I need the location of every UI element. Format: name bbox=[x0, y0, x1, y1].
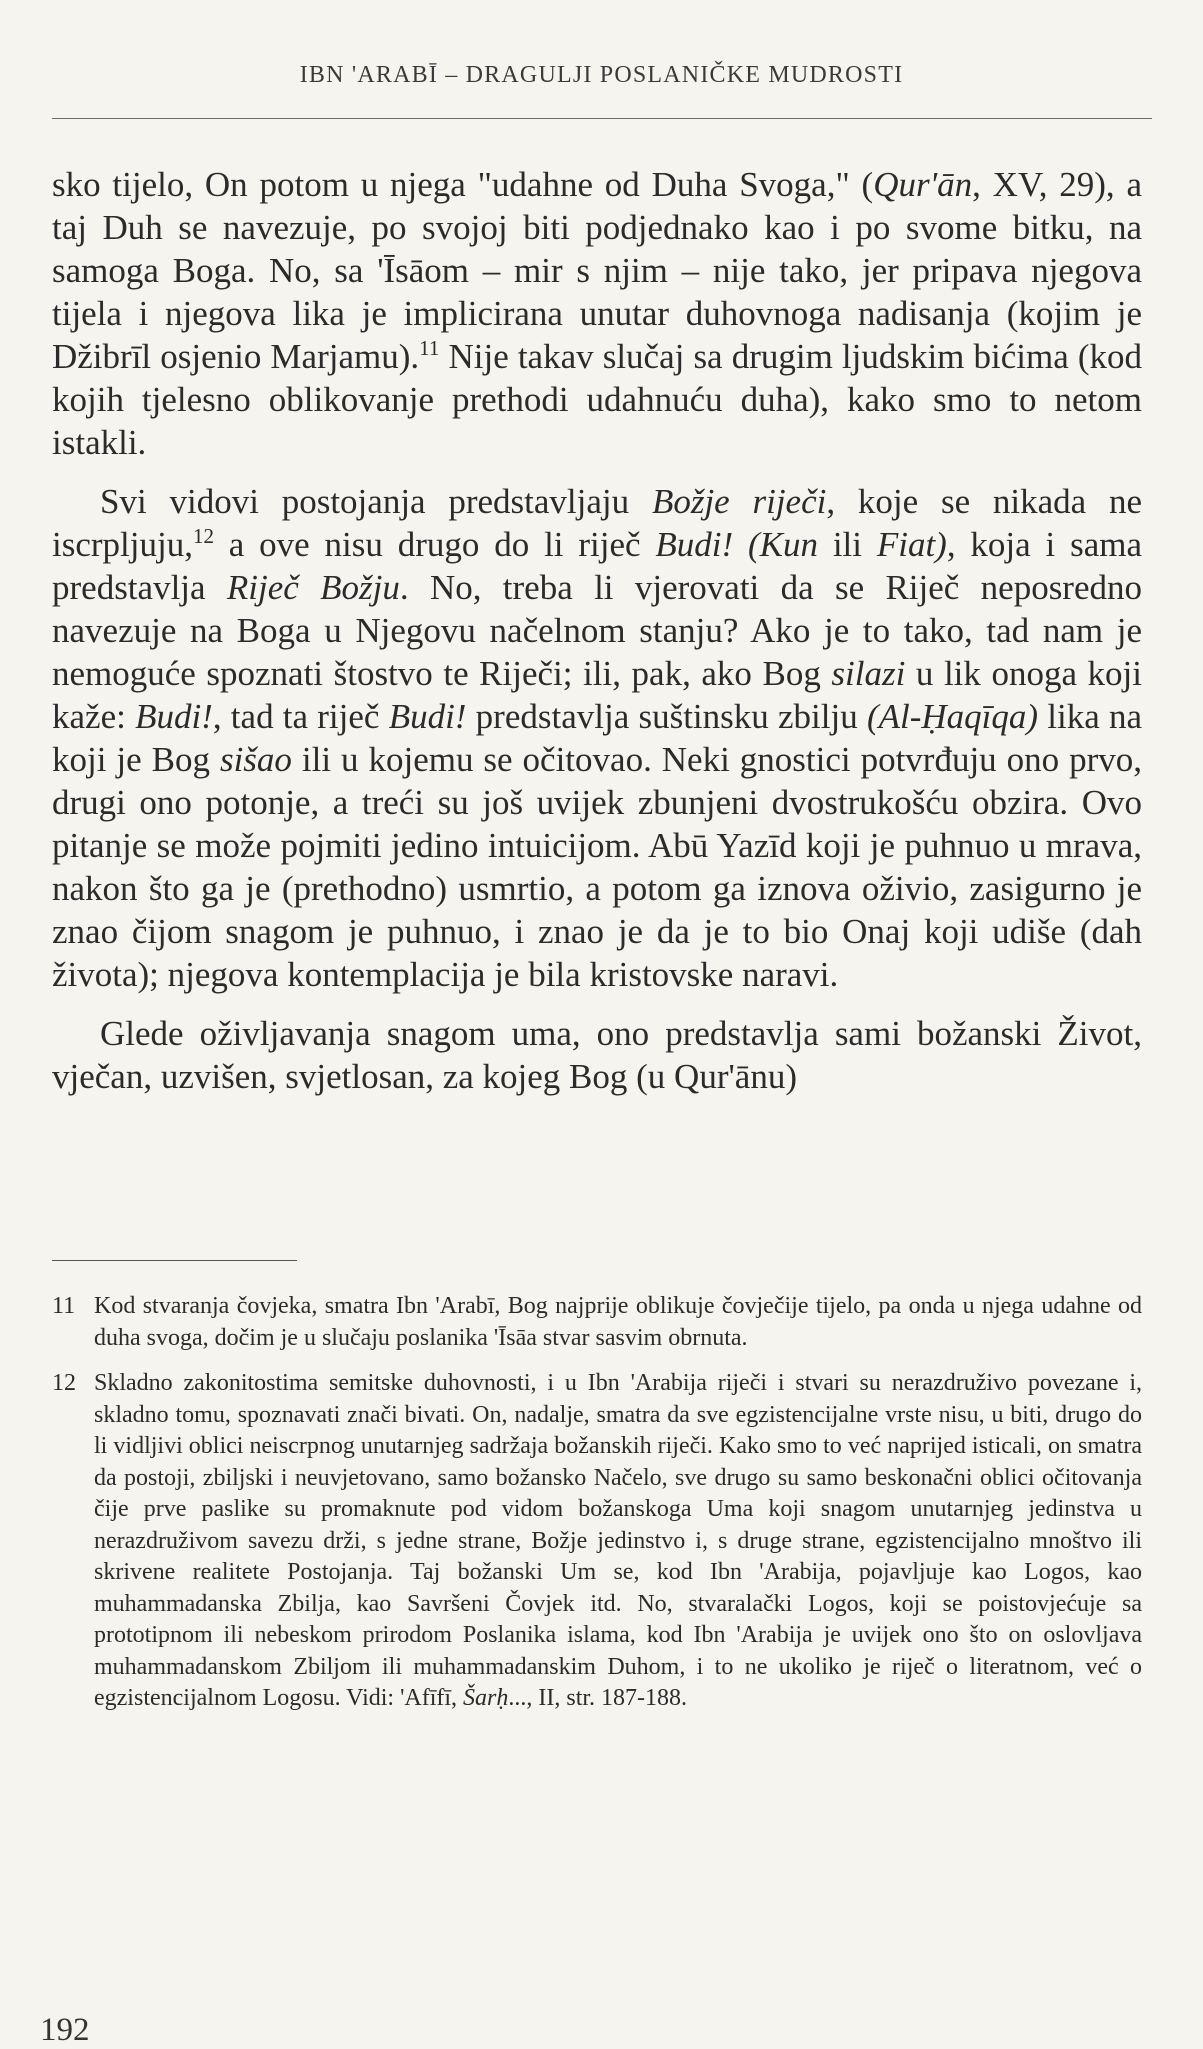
p2-italic-2: Budi! (Kun bbox=[655, 525, 818, 564]
page-number: 192 bbox=[40, 2012, 90, 2048]
p2-text-1: Svi vidovi postojanja predstavljaju bbox=[100, 482, 652, 521]
p1-text-3: Nije takav slučaj sa drugim ljudskim bićima (kod kojih tjelesno oblikovanje prethodi udahnuću duha), kako smo to netom istakli. bbox=[52, 337, 1142, 462]
p2-italic-1: Božje riječi bbox=[651, 482, 827, 521]
main-text bbox=[52, 163, 1142, 1098]
p2-text-3: a ove nisu drugo do li riječ bbox=[213, 525, 656, 564]
running-header: IBN 'ARABĪ – DRAGULJI POSLANIČKE MUDROSTI bbox=[299, 62, 904, 88]
footnote-11 bbox=[52, 1291, 1142, 1354]
fn12-text-1: Skladno zakonitostima semitske duhovnosti, i u Ibn 'Arabija riječi i stvari su nerazdruživo povezane i, skladno tomu, spoznavati znači bivati. On, nadalje, smatra da sve egzistencijalne vrste nisu, u biti, drugo do li vidljivi oblici neiscrpnog unutarnjeg sadržaja božanskih riječi. Kako smo to već naprijed isticali, on smatra da postoji, zbiljski i neuvjetovano, samo božansko Načelo, sve drugo su samo beskonačni oblici očitovanja čije prve paslike su promaknute pod vidom božanskoga Uma koji snagom unutarnjeg jedinstva u nerazdruživom savezu drži, s jedne strane, Božje jedinstvo i, s druge strane, egzistencijalno mnoštvo ili skrivene realitete Postojanja. Taj božanski Um se, kod Ibn 'Arabija, pojavljuje kao Logos, kao muhammadanska Zbilja, kao Savršeni Čovjek itd. No, stvaralački Logos, koji se poistovjećuje sa prototipnom ili nebeskom prirodom Poslanika islama, kod Ibn 'Arabija je uvijek ono što on oslovljava muhammadanskom Zbiljom ili muhammadanskim Duhom, i to ne ukoliko je riječ o literatnom, već o egzistencijalnom Logosu. Vidi: 'Afīfī, bbox=[94, 1370, 1142, 1711]
footnote-number: 11 bbox=[52, 1293, 76, 1319]
p2-italic-5: silazi bbox=[831, 654, 906, 693]
p2-text-2: , koje se nikada ne iscrpljuju, bbox=[52, 482, 1143, 564]
p2-italic-8: (Al-Ḥaqīqa) bbox=[866, 697, 1039, 736]
p1-text-2: , XV, 29), a taj Duh se navezuje, po svojoj biti podjednako kao i po svome bitku, na samoga Boga. No, sa 'Īsāom – mir s njim – nije tako, jer pripava njegova tijela i njegova lika je implicirana unutar duhovnoga nadisanja (kojim je Džibrīl osjenio Marjamu). bbox=[52, 165, 1142, 376]
footnote-ref-11[interactable]: 11 bbox=[419, 336, 440, 360]
p2-text-6: . No, treba li vjerovati da se Riječ neposredno navezuje na Boga u Njegovu načelnom stanju? Ako je to tako, tad nam je nemoguće spoznati štostvo te Riječi; ili, pak, ako Bog bbox=[52, 568, 1143, 693]
p2-text-9: predstavlja suštinsku zbilju bbox=[466, 697, 867, 736]
paragraph-1 bbox=[52, 163, 1142, 464]
footnote-12 bbox=[52, 1368, 1142, 1715]
p2-italic-9: sišao bbox=[219, 740, 292, 779]
fn12-italic-sarh: Šarḥ bbox=[463, 1685, 509, 1711]
footnote-ref-12[interactable]: 12 bbox=[192, 524, 214, 548]
footnote-text bbox=[94, 1368, 1142, 1715]
paragraph-3 bbox=[52, 1012, 1142, 1098]
header-rule bbox=[52, 118, 1152, 119]
p2-text-11: ili u kojemu se očitovao. Neki gnostici potvrđuju ono prvo, drugi ono potonje, a treći su još uvijek zbunjeni dvostrukošću obzira. Ovo pitanje se može pojmiti jedino intuicijom. Abū Yazīd koji je puhnuo u mrava, nakon što ga je (prethodno) usmrtio, a potom ga iznova oživio, zasigurno je znao čijom snagom je puhnuo, i znao je da je to bio Onaj koji udiše (dah života); njegova kontemplacija je bila kristovske naravi. bbox=[52, 740, 1142, 994]
p1-italic-quran: Qur'ān bbox=[873, 165, 973, 204]
p2-italic-6: Budi! bbox=[135, 697, 213, 736]
p2-text-10: lika na koji je Bog bbox=[52, 697, 1142, 779]
paragraph-2 bbox=[52, 480, 1142, 996]
p2-text-4: ili bbox=[817, 525, 877, 564]
footnotes bbox=[52, 1291, 1142, 1715]
p1-text-1: sko tijelo, On potom u njega "udahne od Duha Svoga," ( bbox=[52, 165, 874, 204]
footnote-number: 12 bbox=[52, 1370, 76, 1396]
p2-text-7: u lik onoga koji kaže: bbox=[52, 654, 1142, 736]
footnote-separator bbox=[52, 1260, 297, 1261]
p2-text-5: , koja i sama predstavlja bbox=[52, 525, 1142, 607]
p2-text-8: , tad ta riječ bbox=[212, 697, 389, 736]
p2-italic-3: Fiat) bbox=[876, 525, 947, 564]
p2-italic-7: Budi! bbox=[388, 697, 467, 736]
fn12-text-2: ..., II, str. 187-188. bbox=[508, 1685, 688, 1711]
p3-text-1: Glede oživljavanja snagom uma, ono predstavlja sami božanski Život, vječan, uzvišen, svjetlosan, za kojeg Bog (u Qur'ānu) bbox=[52, 1014, 1142, 1096]
footnote-text: Kod stvaranja čovjeka, smatra Ibn 'Arabī, Bog najprije oblikuje čovječije tijelo, pa onda u njega udahne od duha svoga, dočim je u slučaju poslanika 'Īsāa stvar sasvim obrnuta. bbox=[94, 1293, 1142, 1351]
p2-italic-4: Riječ Božju bbox=[226, 568, 400, 607]
